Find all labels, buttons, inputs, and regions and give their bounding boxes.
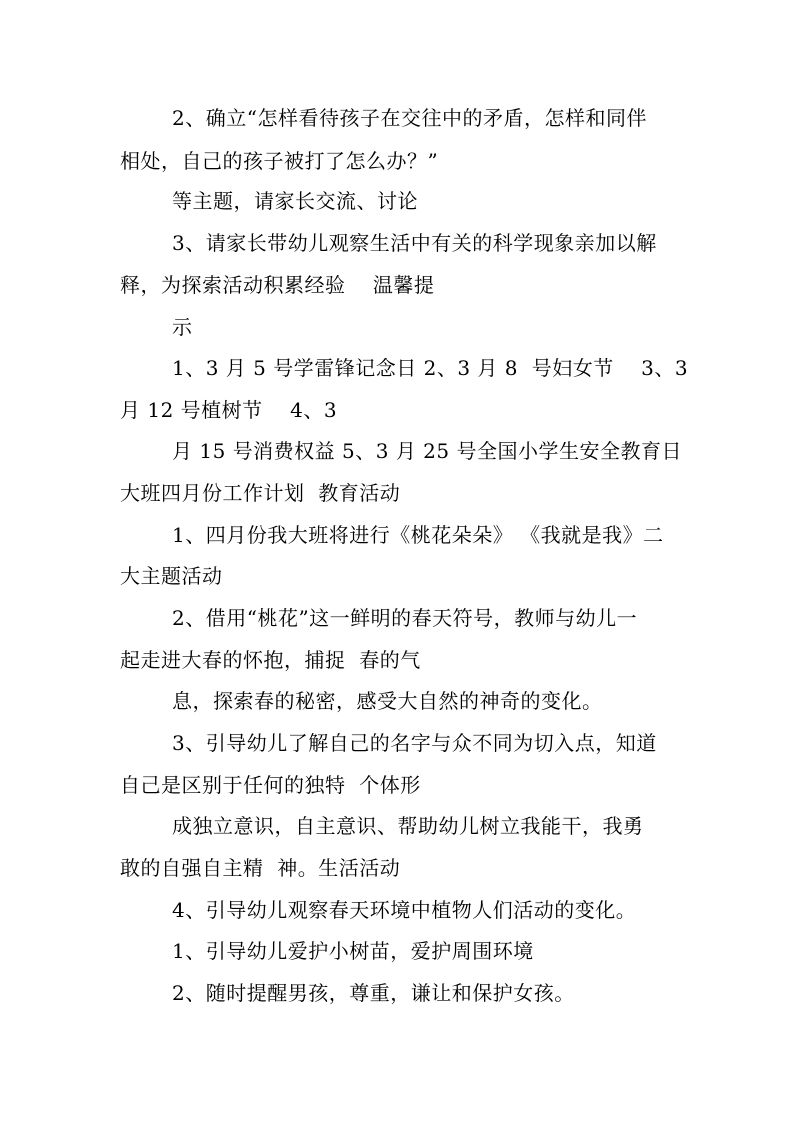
paragraph-line: 息，探索春的秘密，感受大自然的神奇的变化。 — [172, 689, 603, 713]
paragraph-line: 起走进大春的怀抱，捕捉 春的气 — [120, 648, 421, 672]
paragraph-line: 大班四月份工作计划 教育活动 — [120, 481, 401, 505]
paragraph-line: 月 12 号植树节 4、3 — [120, 398, 338, 422]
paragraph-line: 1、3 月 5 号学雷锋记念日 2、3 月 8 号妇女节 3、3 — [172, 356, 689, 380]
paragraph-line: 2、借用“桃花”这一鲜明的春天符号，教师与幼儿一 — [172, 606, 638, 630]
paragraph-line: 释，为探索活动积累经验 温馨提 — [120, 273, 435, 297]
paragraph-line: 大主题活动 — [120, 564, 223, 588]
paragraph-line: 相处，自己的孩子被打了怎么办？” — [120, 149, 439, 173]
paragraph-line: 示 — [172, 315, 193, 339]
paragraph-line: 等主题，请家长交流、讨论 — [172, 189, 418, 213]
paragraph-line: 成独立意识，自主意识、帮助幼儿树立我能干，我勇 — [172, 814, 644, 838]
paragraph-line: 3、引导幼儿了解自己的名字与众不同为切入点，知道 — [172, 731, 657, 755]
paragraph-line: 3、请家长带幼儿观察生活中有关的科学现象亲加以解 — [172, 231, 657, 255]
paragraph-line: 1、四月份我大班将进行《桃花朵朵》 《我就是我》二 — [172, 523, 664, 547]
paragraph-line: 2、确立“怎样看待孩子在交往中的矛盾，怎样和同伴 — [172, 106, 647, 130]
paragraph-line: 1、引导幼儿爱护小树苗，爱护周围环境 — [172, 939, 534, 963]
paragraph-line: 自己是区别于任何的独特 个体形 — [120, 773, 421, 797]
paragraph-line: 2、随时提醒男孩，尊重，谦让和保护女孩。 — [172, 981, 575, 1005]
paragraph-line: 4、引导幼儿观察春天环境中植物人们活动的变化。 — [172, 898, 637, 922]
paragraph-line: 敢的自强自主精 神。生活活动 — [120, 856, 401, 880]
paragraph-line: 月 15 号消费权益 5、3 月 25 号全国小学生安全教育日 — [172, 439, 682, 463]
